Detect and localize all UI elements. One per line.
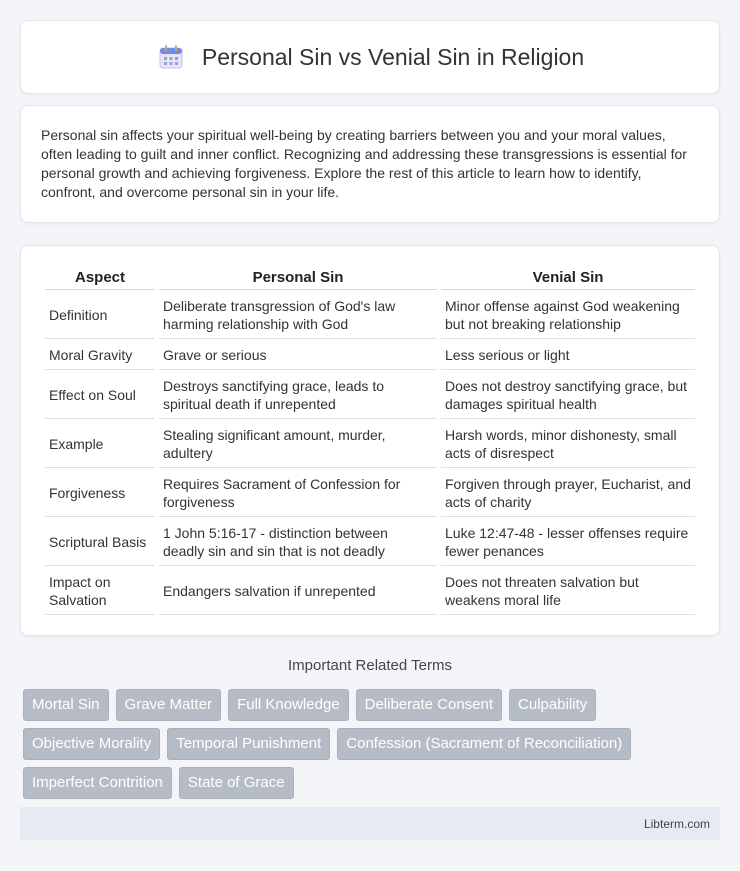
tag-imperfect-contrition[interactable]: Imperfect Contrition — [23, 767, 172, 799]
cell-aspect: Scriptural Basis — [45, 519, 155, 566]
page-title: Personal Sin vs Venial Sin in Religion — [201, 43, 585, 70]
table-row — [45, 341, 695, 370]
cell-venial: Minor offense against God weakening but not breaking relationship — [441, 292, 695, 339]
tag-temporal-punishment[interactable]: Temporal Punishment — [167, 728, 330, 760]
table-header-row — [45, 265, 695, 290]
cell-personal: 1 John 5:16-17 - distinction between deadly sin and sin that is not deadly — [159, 519, 437, 566]
tag-confession[interactable]: Confession (Sacrament of Reconciliation) — [337, 728, 631, 760]
cell-venial: Harsh words, minor dishonesty, small acts of disrespect — [441, 421, 695, 468]
tag-deliberate-consent[interactable]: Deliberate Consent — [356, 689, 502, 721]
related-terms-tags — [23, 689, 723, 799]
table-row — [45, 568, 695, 615]
cell-venial: Does not destroy sanctifying grace, but damages spiritual health — [441, 372, 695, 419]
table-row — [45, 292, 695, 339]
table-row — [45, 421, 695, 468]
cell-aspect: Effect on Soul — [45, 372, 155, 419]
cell-aspect: Forgiveness — [45, 470, 155, 517]
footer-site-link[interactable]: Libterm.com — [643, 816, 710, 831]
cell-aspect: Impact on Salvation — [45, 568, 155, 615]
cell-personal: Destroys sanctifying grace, leads to spiritual death if unrepented — [159, 372, 437, 419]
cell-aspect: Moral Gravity — [45, 341, 155, 370]
table-row — [45, 470, 695, 517]
comparison-table — [41, 263, 699, 617]
tag-objective-morality[interactable]: Objective Morality — [23, 728, 160, 760]
intro-card — [20, 105, 720, 223]
cell-personal: Deliberate transgression of God's law harming relationship with God — [159, 292, 437, 339]
calendar-icon — [156, 42, 186, 72]
cell-venial: Less serious or light — [441, 341, 695, 370]
header-personal-sin: Personal Sin — [159, 265, 437, 290]
header-venial-sin: Venial Sin — [441, 265, 695, 290]
cell-personal: Stealing significant amount, murder, adultery — [159, 421, 437, 468]
tag-culpability[interactable]: Culpability — [509, 689, 596, 721]
related-terms-title: Important Related Terms — [288, 657, 452, 674]
cell-personal: Requires Sacrament of Confession for forgiveness — [159, 470, 437, 517]
cell-venial: Does not threaten salvation but weakens moral life — [441, 568, 695, 615]
tag-mortal-sin[interactable]: Mortal Sin — [23, 689, 109, 721]
table-row — [45, 372, 695, 419]
table-row — [45, 519, 695, 566]
cell-venial: Forgiven through prayer, Eucharist, and acts of charity — [441, 470, 695, 517]
intro-text: Personal sin affects your spiritual well-being by creating barriers between you and your moral values, often leading to guilt and inner conflict. Recognizing and addressing these transgressions is essential for personal growth and achieving forgiveness. Explore the rest of this article to learn how to identify, confront, and overcome personal sin in your life. — [41, 127, 687, 200]
comparison-table-card — [20, 245, 720, 636]
cell-personal: Grave or serious — [159, 341, 437, 370]
cell-aspect: Example — [45, 421, 155, 468]
tag-state-of-grace[interactable]: State of Grace — [179, 767, 294, 799]
tag-full-knowledge[interactable]: Full Knowledge — [228, 689, 349, 721]
header — [156, 42, 584, 72]
cell-aspect: Definition — [45, 292, 155, 339]
cell-personal: Endangers salvation if unrepented — [159, 568, 437, 615]
footer — [20, 807, 720, 840]
header-aspect: Aspect — [45, 265, 155, 290]
tag-grave-matter[interactable]: Grave Matter — [116, 689, 222, 721]
cell-venial: Luke 12:47-48 - lesser offenses require fewer penances — [441, 519, 695, 566]
header-card — [20, 20, 720, 94]
